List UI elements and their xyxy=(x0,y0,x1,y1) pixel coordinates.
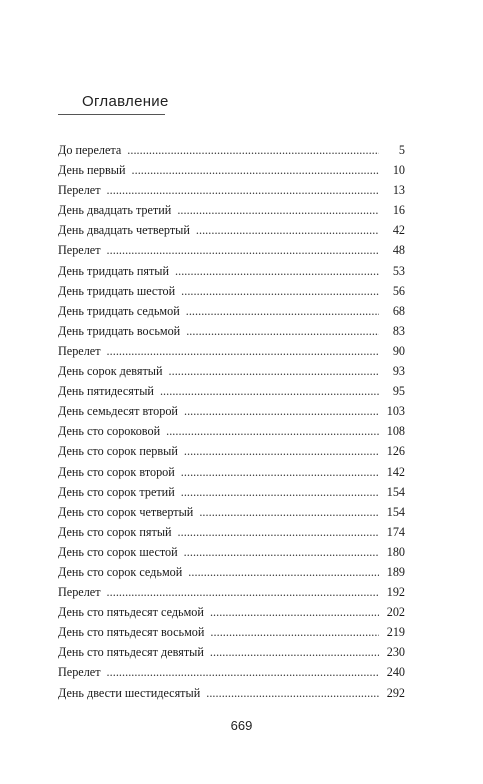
dot-leader xyxy=(169,361,379,381)
toc-entry-title: Перелет xyxy=(58,243,101,258)
toc-entry[interactable] xyxy=(58,441,405,461)
dot-leader xyxy=(107,662,379,682)
dot-leader xyxy=(184,542,379,562)
dot-leader xyxy=(181,482,379,502)
toc-entry-page: 56 xyxy=(392,283,405,298)
dot-leader xyxy=(199,502,379,522)
toc-entry-page: 93 xyxy=(392,364,405,379)
toc-entry-title: День сто сорок первый xyxy=(58,444,178,459)
toc-entry-title: День двадцать четвертый xyxy=(58,223,190,238)
toc-entry[interactable] xyxy=(58,542,405,562)
toc-entry-title: День сто сорок четвертый xyxy=(58,504,194,519)
toc-entry-page: 16 xyxy=(392,203,405,218)
toc-entry-page: 142 xyxy=(386,464,405,479)
toc-entry-page: 202 xyxy=(386,605,405,620)
dot-leader xyxy=(127,140,379,160)
toc-entry-title: День тридцать шестой xyxy=(58,283,176,298)
toc-entry[interactable] xyxy=(58,642,405,662)
dot-leader xyxy=(206,683,379,703)
dot-leader xyxy=(210,642,379,662)
toc-entry-title: День первый xyxy=(58,163,126,178)
dot-leader xyxy=(107,240,379,260)
toc-entry-page: 83 xyxy=(392,323,405,338)
toc-entry-title: День сто пятьдесят восьмой xyxy=(58,625,205,640)
dot-leader xyxy=(107,341,379,361)
toc-entry[interactable] xyxy=(58,421,405,441)
toc-entry-page: 219 xyxy=(386,625,405,640)
toc-entry-page: 192 xyxy=(386,585,405,600)
toc-entry[interactable] xyxy=(58,301,405,321)
toc-entry-page: 90 xyxy=(392,343,405,358)
toc-entry[interactable] xyxy=(58,160,405,180)
toc-entry[interactable] xyxy=(58,662,405,682)
toc-entry[interactable] xyxy=(58,683,405,703)
toc-entry-title: День двести шестидесятый xyxy=(58,685,201,700)
toc-entry-title: День сто сорок седьмой xyxy=(58,564,183,579)
toc-entry-title: День сто сорок третий xyxy=(58,484,175,499)
toc-entry-page: 95 xyxy=(392,384,405,399)
toc-entry-title: День сто сорок пятый xyxy=(58,524,172,539)
heading-underline xyxy=(58,114,165,115)
toc-entry-page: 53 xyxy=(392,263,405,278)
dot-leader xyxy=(181,281,379,301)
toc-entry-page: 154 xyxy=(386,504,405,519)
toc-entry-page: 48 xyxy=(392,243,405,258)
dot-leader xyxy=(178,522,379,542)
toc-entry[interactable] xyxy=(58,482,405,502)
table-of-contents xyxy=(58,140,405,703)
toc-entry-title: День семьдесят второй xyxy=(58,404,178,419)
toc-entry-title: Перелет xyxy=(58,585,101,600)
dot-leader xyxy=(166,421,379,441)
toc-entry-page: 5 xyxy=(398,143,405,157)
toc-entry-page: 292 xyxy=(386,685,405,700)
toc-entry-title: День тридцать пятый xyxy=(58,263,170,278)
dot-leader xyxy=(107,582,379,602)
toc-entry-title: Перелет xyxy=(58,665,101,680)
dot-leader xyxy=(184,441,379,461)
toc-entry[interactable] xyxy=(58,200,405,220)
toc-entry-page: 174 xyxy=(386,524,405,539)
toc-entry-page: 230 xyxy=(386,645,405,660)
toc-entry-title: День тридцать восьмой xyxy=(58,323,181,338)
dot-leader xyxy=(186,301,379,321)
toc-entry[interactable] xyxy=(58,240,405,260)
toc-entry[interactable] xyxy=(58,622,405,642)
dot-leader xyxy=(107,180,379,200)
dot-leader xyxy=(210,602,379,622)
toc-entry[interactable] xyxy=(58,381,405,401)
toc-entry-page: 240 xyxy=(386,665,405,680)
page-title: Оглавление xyxy=(82,93,169,110)
toc-entry[interactable] xyxy=(58,462,405,482)
toc-entry[interactable] xyxy=(58,401,405,421)
toc-entry[interactable] xyxy=(58,522,405,542)
toc-entry[interactable] xyxy=(58,341,405,361)
toc-entry[interactable] xyxy=(58,502,405,522)
toc-entry-title: Перелет xyxy=(58,343,101,358)
toc-entry-page: 10 xyxy=(392,163,405,178)
toc-entry-title: День двадцать третий xyxy=(58,203,172,218)
toc-entry-page: 189 xyxy=(386,564,405,579)
dot-leader xyxy=(160,381,379,401)
toc-entry[interactable] xyxy=(58,321,405,341)
toc-entry-title: Перелет xyxy=(58,183,101,198)
toc-entry-title: День сто пятьдесят седьмой xyxy=(58,605,204,620)
toc-entry-page: 108 xyxy=(386,424,405,439)
toc-entry-title: День пятидесятый xyxy=(58,384,154,399)
toc-entry[interactable] xyxy=(58,220,405,240)
dot-leader xyxy=(184,401,379,421)
toc-entry[interactable] xyxy=(58,582,405,602)
toc-entry-title: До перелета xyxy=(58,143,122,157)
toc-entry-page: 42 xyxy=(392,223,405,238)
toc-entry[interactable] xyxy=(58,562,405,582)
dot-leader xyxy=(177,200,379,220)
toc-entry[interactable] xyxy=(58,281,405,301)
toc-entry[interactable] xyxy=(58,140,405,160)
toc-entry[interactable] xyxy=(58,361,405,381)
toc-entry[interactable] xyxy=(58,261,405,281)
toc-entry-title: День сто сороковой xyxy=(58,424,161,439)
toc-entry-page: 68 xyxy=(392,303,405,318)
toc-entry-page: 103 xyxy=(386,404,405,419)
dot-leader xyxy=(181,462,379,482)
dot-leader xyxy=(210,622,379,642)
page-number: 669 xyxy=(230,718,253,733)
toc-entry-title: День сто пятьдесят девятый xyxy=(58,645,204,660)
dot-leader xyxy=(196,220,379,240)
toc-entry-title: День сто сорок второй xyxy=(58,464,175,479)
toc-entry-page: 126 xyxy=(386,444,405,459)
toc-entry[interactable] xyxy=(58,602,405,622)
toc-heading xyxy=(58,92,388,115)
toc-entry-page: 180 xyxy=(386,544,405,559)
toc-entry-page: 13 xyxy=(392,183,405,198)
dot-leader xyxy=(132,160,380,180)
toc-entry[interactable] xyxy=(58,180,405,200)
toc-entry-title: День тридцать седьмой xyxy=(58,303,180,318)
dot-leader xyxy=(188,562,379,582)
dot-leader xyxy=(186,321,379,341)
toc-entry-title: День сто сорок шестой xyxy=(58,544,178,559)
dot-leader xyxy=(175,261,379,281)
toc-entry-page: 154 xyxy=(386,484,405,499)
toc-entry-title: День сорок девятый xyxy=(58,364,163,379)
